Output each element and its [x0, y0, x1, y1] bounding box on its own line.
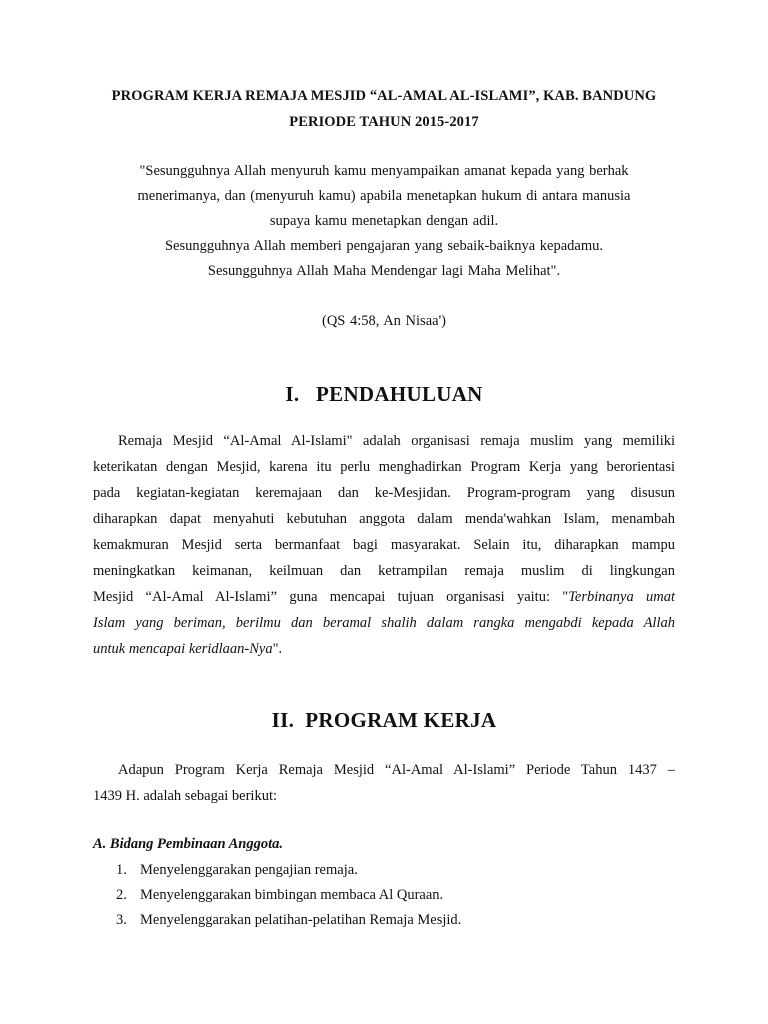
pendahuluan-line-7-italic: Terbinanya umat	[568, 589, 675, 605]
pendahuluan-line-1: Remaja Mesjid “Al-Amal Al-Islami" adalah organisasi remaja muslim yang memiliki	[118, 433, 675, 449]
section-heading-program-kerja: II. PROGRAM KERJA	[271, 708, 497, 732]
pendahuluan-line-2: keterikatan dengan Mesjid, karena itu perlu menghadirkan Program Kerja yang berorientasi	[93, 459, 675, 475]
pendahuluan-line-3: pada kegiatan-kegiatan keremajaan dan ke-Mesjidan. Program-program yang disusun	[93, 485, 675, 501]
quote-line-2: menerimanya, dan (menyuruh kamu) apabila menetapkan hukum di antara manusia	[137, 188, 631, 204]
quote-line-4: Sesungguhnya Allah memberi pengajaran yang sebaik-baiknya kepadamu.	[164, 238, 604, 254]
section-heading-pendahuluan: I. PENDAHULUAN	[285, 382, 483, 406]
list-item	[116, 912, 461, 929]
list-item	[116, 887, 443, 904]
list-item-number: 2.	[116, 887, 127, 903]
quote-line-5: Sesungguhnya Allah Maha Mendengar lagi Maha Melihat".	[207, 263, 561, 279]
program-kerja-intro-line-1: Adapun Program Kerja Remaja Mesjid “Al-Amal Al-Islami” Periode Tahun 1437 –	[118, 762, 675, 778]
quote-line-3: supaya kamu menetapkan dengan adil.	[269, 213, 499, 229]
pendahuluan-line-9-plain: ".	[272, 641, 283, 657]
document-title-line-2: PERIODE TAHUN 2015-2017	[289, 114, 479, 130]
quote-line-1: "Sesungguhnya Allah menyuruh kamu menyampaikan amanat kepada yang berhak	[139, 163, 629, 179]
quote-citation: (QS 4:58, An Nisaa')	[321, 313, 447, 329]
list-item-text: Menyelenggarakan bimbingan membaca Al Quraan.	[140, 887, 444, 903]
pendahuluan-line-9-italic: untuk mencapai keridlaan-Nya	[93, 641, 273, 657]
pendahuluan-line-7-plain: Mesjid “Al-Amal Al-Islami” guna mencapai tujuan organisasi yaitu: "	[93, 589, 569, 605]
pendahuluan-line-7	[93, 589, 675, 606]
list-item-number: 1.	[116, 862, 127, 878]
list-item-text: Menyelenggarakan pengajian remaja.	[140, 862, 358, 878]
pendahuluan-line-8-italic: Islam yang beriman, berilmu dan beramal shalih dalam rangka mengabdi kepada Allah	[93, 615, 675, 631]
pendahuluan-line-6: meningkatkan keimanan, keilmuan dan ketrampilan remaja muslim di lingkungan	[93, 563, 675, 579]
pendahuluan-line-5: kemakmuran Mesjid serta bermanfaat bagi masyarakat. Selain itu, diharapkan mampu	[93, 537, 675, 553]
document-title-line-1: PROGRAM KERJA REMAJA MESJID “AL-AMAL AL-ISLAMI”, KAB. BANDUNG	[111, 88, 657, 104]
pendahuluan-line-9	[93, 641, 675, 658]
program-kerja-intro-line-2: 1439 H. adalah sebagai berikut:	[93, 788, 278, 804]
list-item	[116, 862, 358, 879]
list-item-text: Menyelenggarakan pelatihan-pelatihan Remaja Mesjid.	[140, 912, 462, 928]
pendahuluan-line-4: diharapkan dapat menyahuti kebutuhan anggota dalam menda'wahkan Islam, menambah	[93, 511, 675, 527]
pendahuluan-line-8	[93, 615, 675, 632]
list-item-number: 3.	[116, 912, 127, 928]
subsection-heading-pembinaan-anggota: A. Bidang Pembinaan Anggota.	[93, 836, 284, 852]
